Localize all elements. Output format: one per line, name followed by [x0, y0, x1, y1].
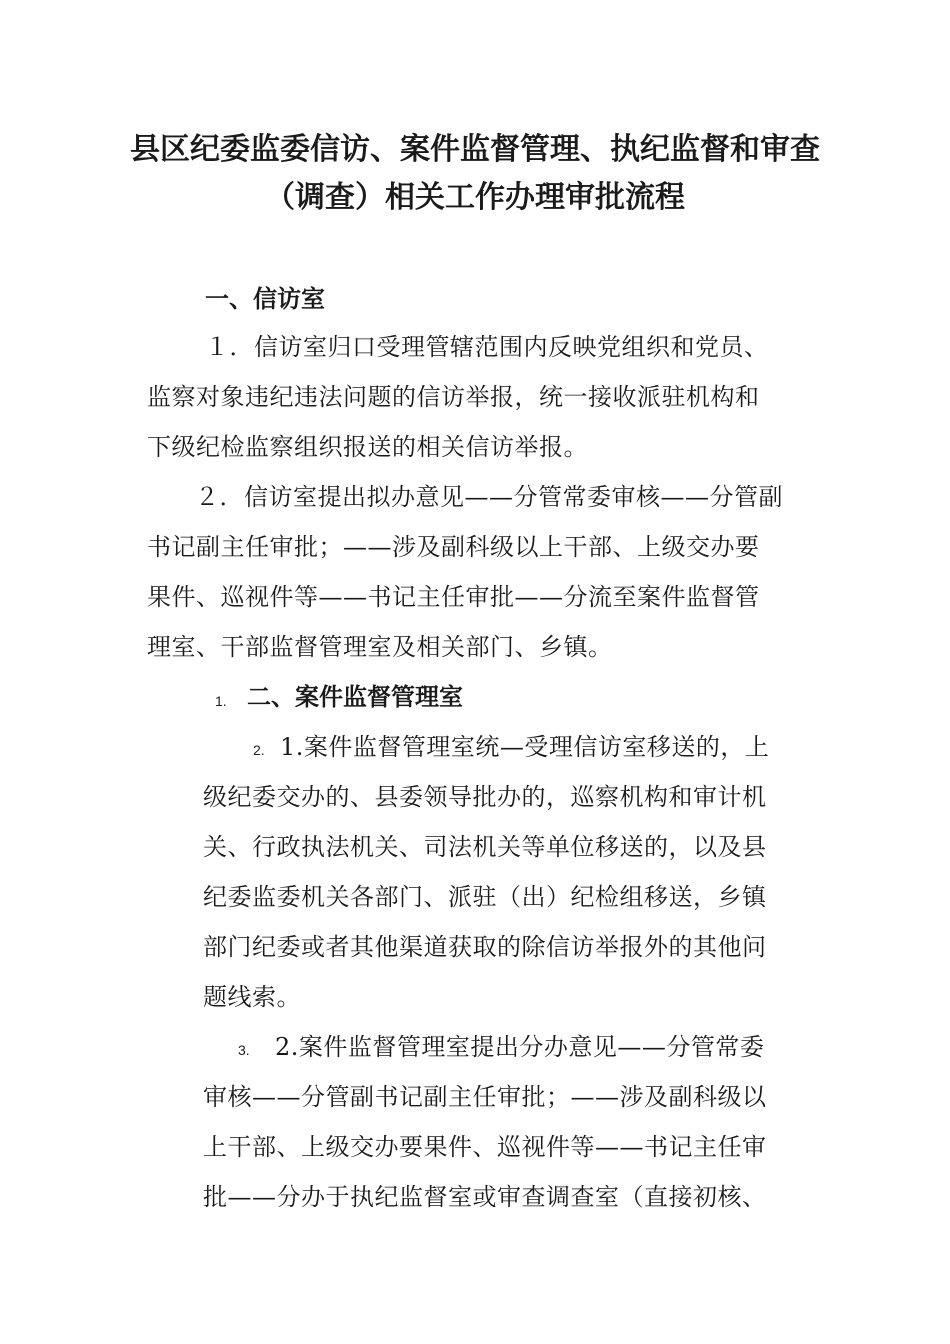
paragraph-line: 理室、干部监督管理室及相关部门、乡镇。	[147, 633, 613, 661]
document-title-line-2: （调查）相关工作办理审批流程	[265, 180, 685, 215]
section-heading-case-supervision: 二、案件监督管理室	[247, 683, 463, 711]
document-title-line-1: 县区纪委监委信访、案件监督管理、执纪监督和审查	[130, 132, 820, 167]
list-item-line: 2.案件监督管理室提出分办意见——分管常委	[275, 1033, 765, 1061]
paragraph-line: 果件、巡视件等——书记主任审批——分流至案件监督管	[147, 583, 760, 611]
list-item-line: 级纪委交办的、县委领导批办的，巡察机构和审计机	[203, 783, 767, 811]
paragraph-line: 监察对象违纪违法问题的信访举报，统一接收派驻机构和	[147, 383, 760, 411]
paragraph-line: ２．信访室提出拟办意见——分管常委审核——分管副	[195, 483, 783, 511]
list-marker: 2.	[253, 742, 265, 758]
list-item-line: 题线索。	[203, 983, 301, 1011]
list-item-line: 批——分办于执纪监督室或审查调查室（直接初核、	[203, 1183, 767, 1211]
list-item-line: 关、行政执法机关、司法机关等单位移送的，以及县	[203, 833, 767, 861]
paragraph-line: 下级纪检监察组织报送的相关信访举报。	[147, 433, 588, 461]
list-item-line: 审核——分管副书记副主任审批；——涉及副科级以	[203, 1083, 767, 1111]
list-item-line: 上干部、上级交办要果件、巡视件等——书记主任审	[203, 1133, 767, 1161]
paragraph-line: 书记副主任审批；——涉及副科级以上干部、上级交办要	[147, 533, 760, 561]
list-marker: 3.	[238, 1042, 250, 1058]
paragraph-line: １．信访室归口受理管辖范围内反映党组织和党员、	[205, 333, 769, 361]
list-item-line: 纪委监委机关各部门、派驻（出）纪检组移送，乡镇	[203, 883, 767, 911]
list-item-line: 部门纪委或者其他渠道获取的除信访举报外的其他问	[203, 933, 767, 961]
list-item-line: 1.案件监督管理室统—受理信访室移送的，上	[280, 733, 770, 761]
section-heading-petition-office: 一、信访室	[205, 285, 325, 313]
list-marker: 1.	[215, 693, 227, 709]
